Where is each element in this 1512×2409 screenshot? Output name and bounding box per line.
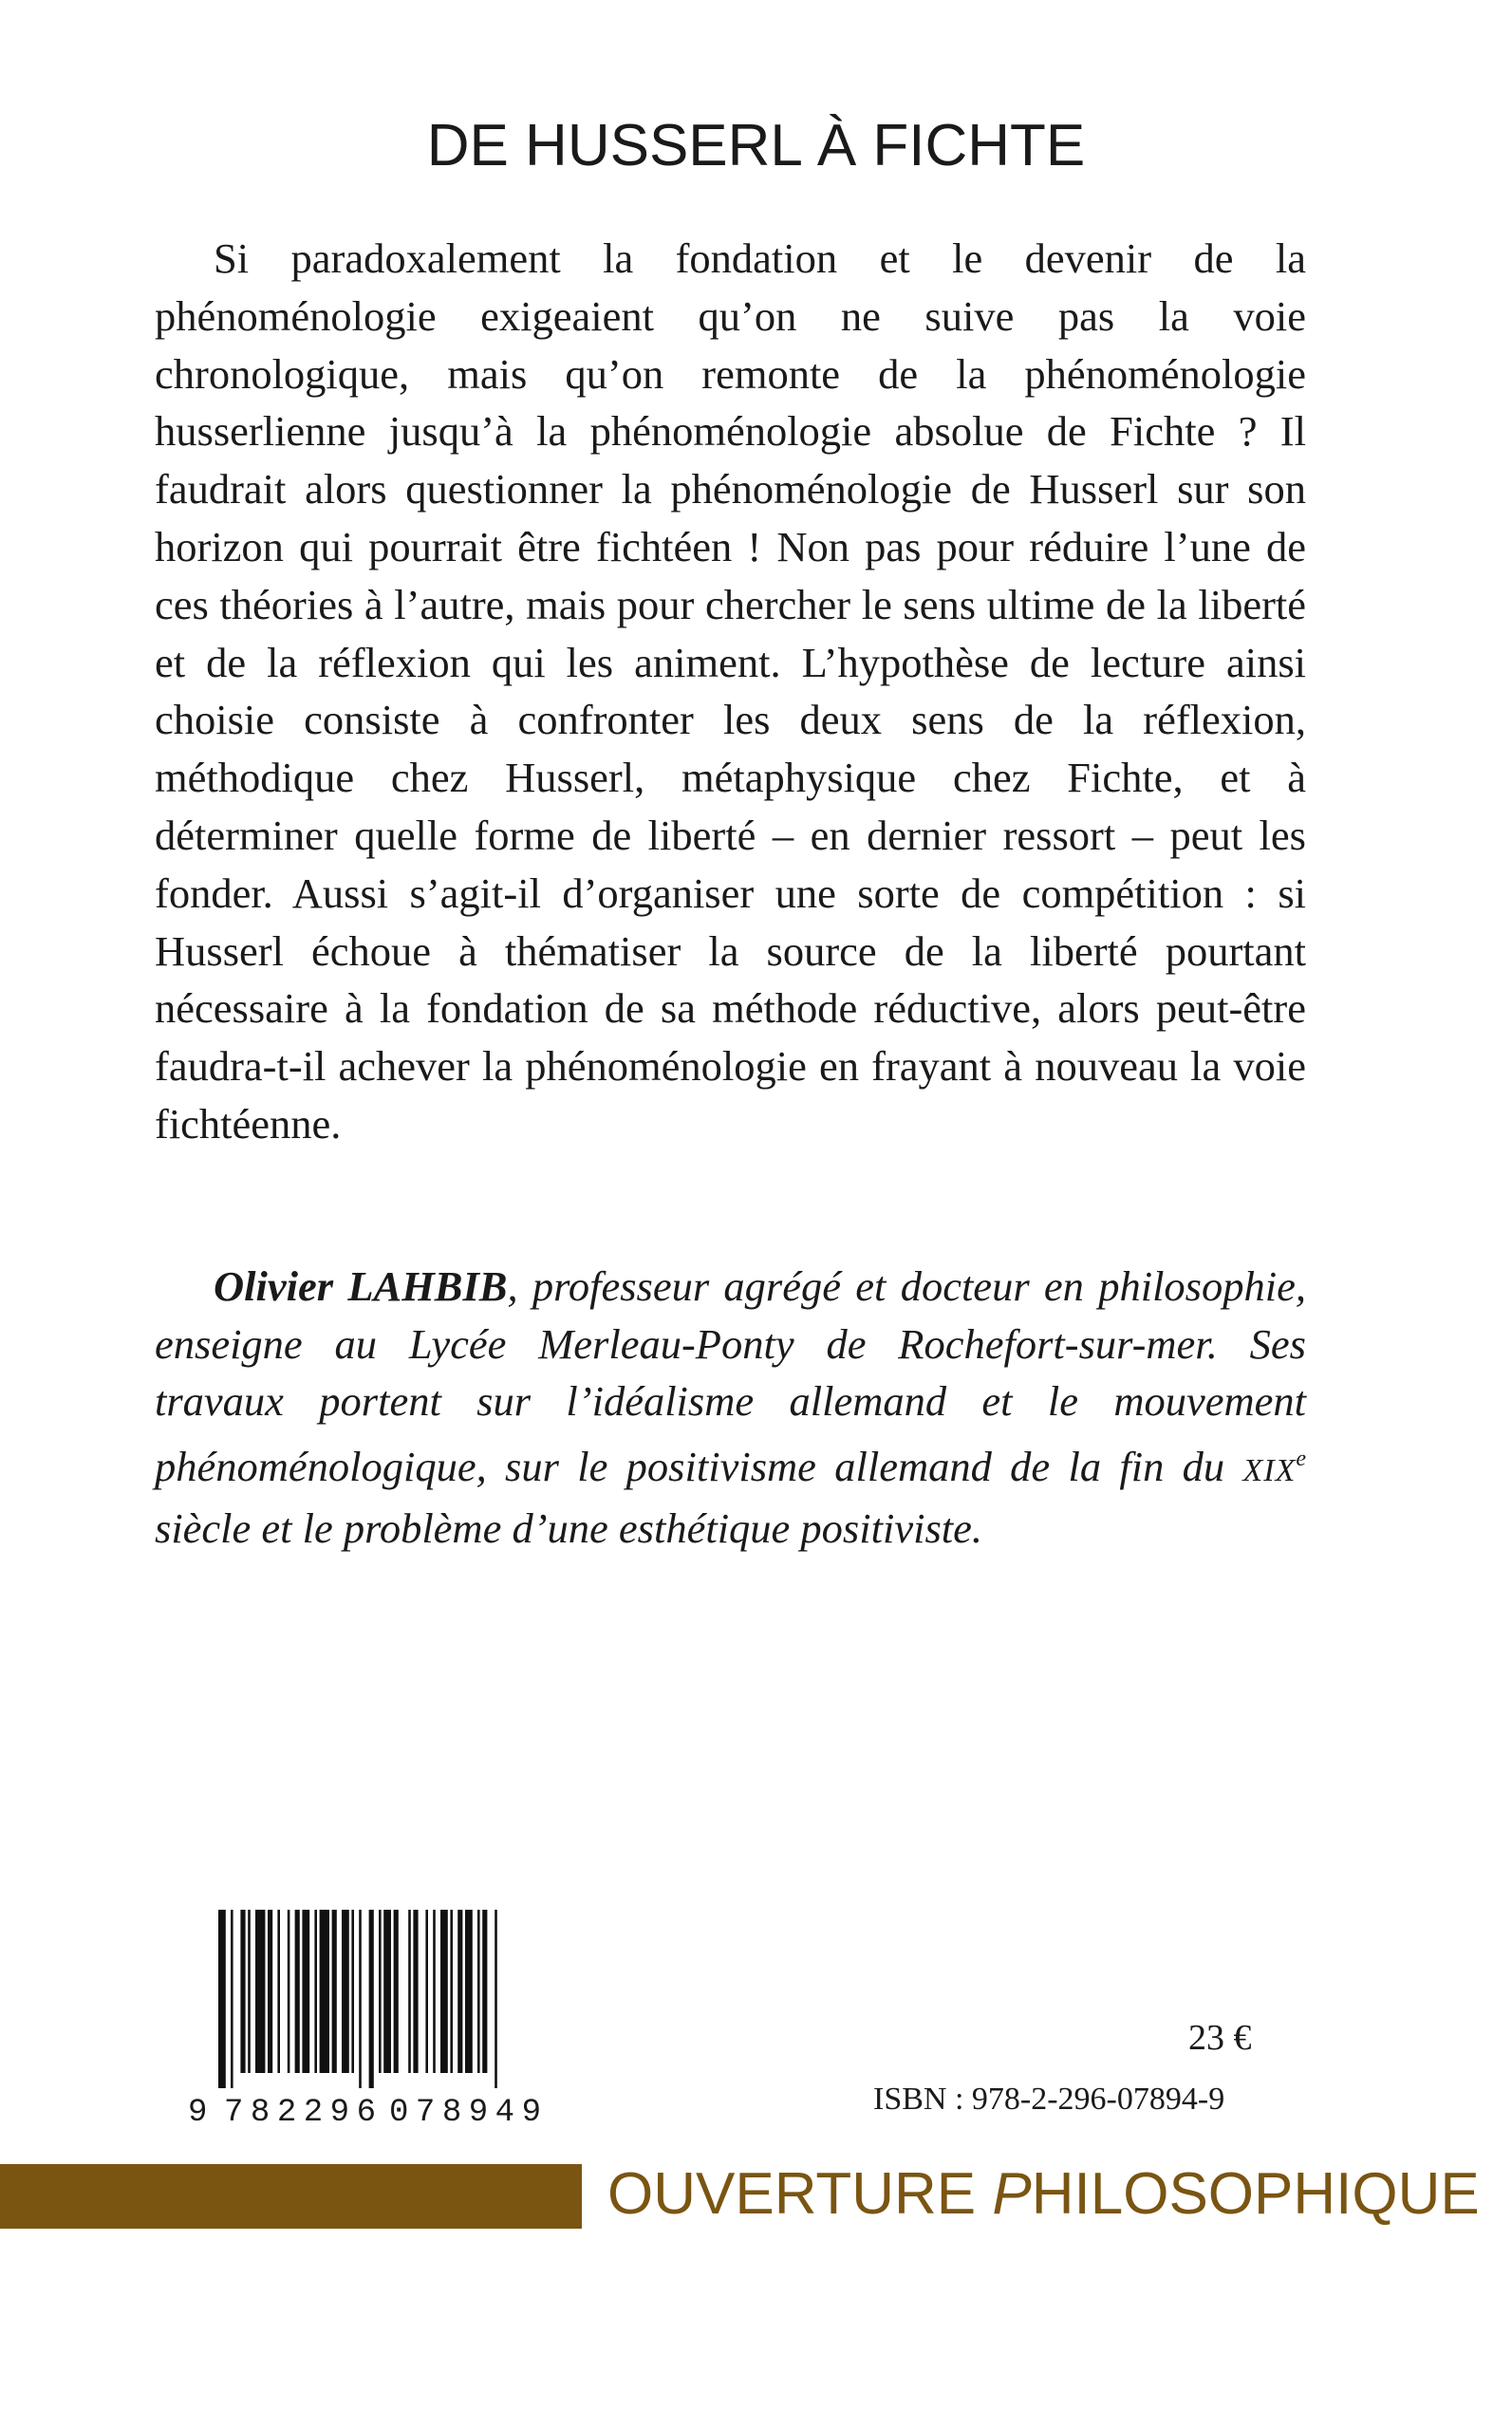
barcode-digit-first: 9: [188, 2095, 208, 2128]
barcode-bar: [495, 1910, 497, 2088]
barcode: [178, 1910, 577, 2128]
century-numeral: XIX: [1242, 1452, 1297, 1488]
barcode-bar: [477, 1910, 480, 2073]
barcode-bar: [457, 1910, 462, 2073]
barcode-bar: [302, 1910, 309, 2073]
isbn: ISBN : 978-2-296-07894-9: [873, 2082, 1225, 2117]
author-bio-text: , professeur agrégé et docteur en philosophie, enseigne au Lycée Merleau-Ponty de Rochefort-sur-mer. Ses travaux portent sur l’idéalisme allemand et le mouvement phénoménologique, sur le positivisme allemand de la fin du: [155, 1262, 1306, 1490]
barcode-bar: [332, 1910, 337, 2073]
barcode-bar: [351, 1910, 354, 2073]
barcode-digits-group1: 782296: [224, 2095, 376, 2128]
barcode-bar: [288, 1910, 290, 2073]
barcode-bar: [369, 1910, 374, 2088]
author-bio-block: [155, 1258, 1306, 1557]
barcode-bar: [450, 1910, 453, 2073]
barcode-bar: [433, 1910, 436, 2073]
barcode-bars: [218, 1910, 497, 2088]
barcode-bar: [394, 1910, 399, 2073]
summary-text-block: [155, 230, 1306, 1153]
barcode-bar: [482, 1910, 487, 2073]
author-bio-text-end: siècle et le problème d’une esthétique positiviste.: [155, 1503, 983, 1552]
barcode-bar: [425, 1910, 428, 2073]
author-name: Olivier LAHBIB: [214, 1262, 508, 1310]
barcode-bar: [383, 1910, 391, 2073]
collection-first-word: OUVERTURE: [607, 2161, 977, 2227]
barcode-bar: [320, 1910, 329, 2073]
barcode-bar: [342, 1910, 349, 2073]
barcode-bar: [314, 1910, 317, 2073]
barcode-bar: [379, 1910, 382, 2073]
price: 23 €: [1188, 2018, 1252, 2058]
barcode-bar: [440, 1910, 448, 2073]
barcode-bar: [413, 1910, 418, 2073]
collection-second-initial: P: [992, 2161, 1032, 2227]
barcode-bar: [240, 1910, 245, 2073]
collection-color-bar: [0, 2164, 582, 2229]
barcode-bar: [277, 1910, 280, 2073]
barcode-digits-group2: 078949: [389, 2095, 541, 2128]
collection-second-rest: HILOSOPHIQUE: [1031, 2161, 1480, 2227]
century-superscript: e: [1296, 1446, 1306, 1471]
barcode-bar: [218, 1910, 226, 2088]
barcode-bar: [255, 1910, 265, 2073]
summary-paragraph: Si paradoxalement la fondation et le devenir de la phénoménologie exigeaient qu’on ne suive pas la voie chronologique, mais qu’on remonte de la phénoménologie husserlienne jusqu’à la phénoménologie absolue de Fichte ? Il faudrait alors questionner la phénoménologie de Husserl sur son horizon qui pourrait être fichtéen ! Non pas pour réduire l’une de ces théories à l’autre, mais pour chercher le sens ultime de la liberté et de la réflexion qui les animent. L’hypothèse de lecture ainsi choisie consiste à confronter les deux sens de la réflexion, méthodique chez Husserl, métaphysique chez Fichte, et à déterminer quelle forme de liberté – en dernier ressort – peut les fonder. Aussi s’agit-il d’organiser une sorte de compétition : si Husserl échoue à thématiser la source de la liberté pourtant nécessaire à la fondation de sa méthode réductive, alors peut-être faudra-t-il achever la phénoménologie en frayant à nouveau la voie fichtéenne.: [155, 234, 1306, 1148]
collection-name: [607, 2160, 1480, 2228]
barcode-bar: [268, 1910, 272, 2073]
barcode-bar: [359, 1910, 362, 2088]
barcode-bar: [465, 1910, 473, 2073]
book-title: DE HUSSERL À FICHTE: [426, 113, 1086, 178]
barcode-bar: [408, 1910, 411, 2073]
author-bio-paragraph: [155, 1258, 1306, 1557]
barcode-bar: [248, 1910, 251, 2073]
barcode-bar: [295, 1910, 300, 2073]
barcode-bar: [231, 1910, 233, 2088]
